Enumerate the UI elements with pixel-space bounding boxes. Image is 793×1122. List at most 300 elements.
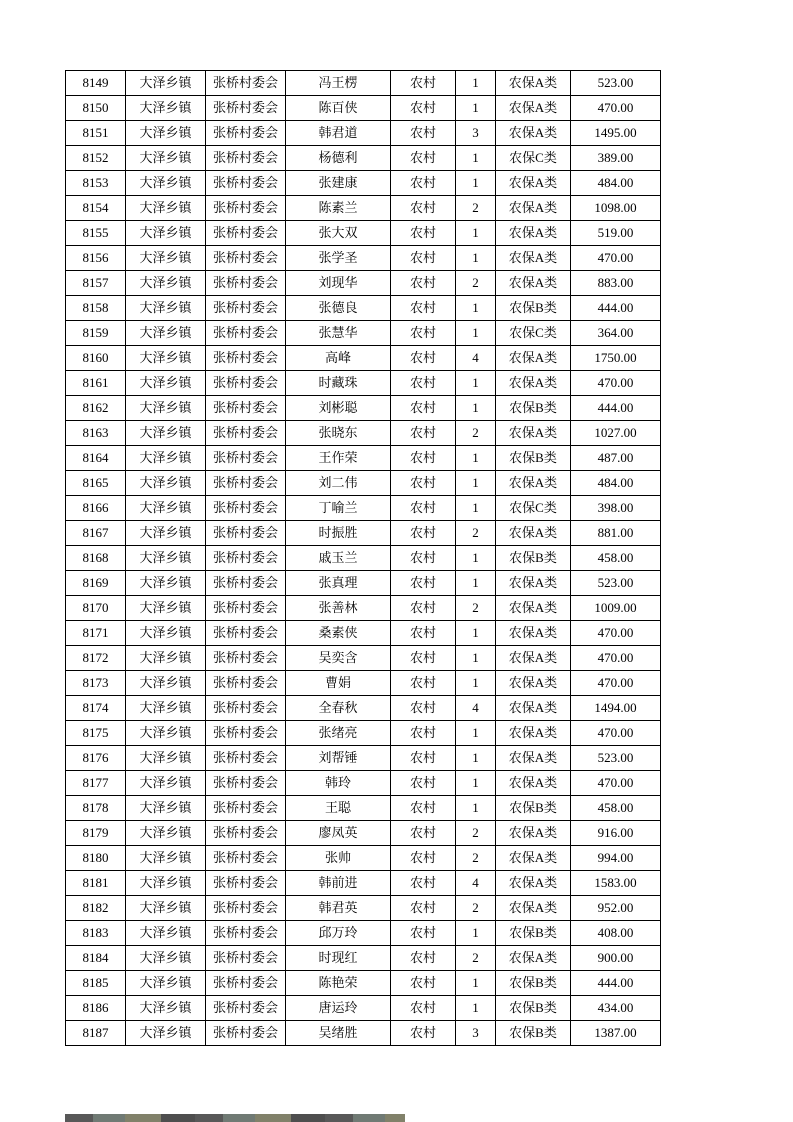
cell-name: 全春秋 [286, 696, 391, 721]
cell-name: 杨德利 [286, 146, 391, 171]
table-row [66, 446, 661, 471]
cell-amount: 444.00 [571, 296, 661, 321]
cell-amount: 1027.00 [571, 421, 661, 446]
cell-residence: 农村 [391, 546, 456, 571]
cell-id: 8153 [66, 171, 126, 196]
cell-id: 8170 [66, 596, 126, 621]
cell-amount: 1387.00 [571, 1021, 661, 1046]
cell-count: 1 [456, 721, 496, 746]
cell-id: 8174 [66, 696, 126, 721]
table-row [66, 571, 661, 596]
cell-count: 1 [456, 446, 496, 471]
cell-amount: 519.00 [571, 221, 661, 246]
cell-amount: 470.00 [571, 246, 661, 271]
table-row [66, 846, 661, 871]
cell-residence: 农村 [391, 671, 456, 696]
cell-id: 8160 [66, 346, 126, 371]
table-row [66, 971, 661, 996]
cell-town: 大泽乡镇 [126, 196, 206, 221]
cell-count: 1 [456, 96, 496, 121]
cell-count: 1 [456, 746, 496, 771]
cell-residence: 农村 [391, 446, 456, 471]
cell-category: 农保A类 [496, 271, 571, 296]
cell-category: 农保B类 [496, 1021, 571, 1046]
cell-category: 农保A类 [496, 646, 571, 671]
cell-residence: 农村 [391, 621, 456, 646]
cell-amount: 458.00 [571, 546, 661, 571]
cell-category: 农保C类 [496, 496, 571, 521]
cell-name: 陈艳荣 [286, 971, 391, 996]
cell-id: 8150 [66, 96, 126, 121]
cell-amount: 900.00 [571, 946, 661, 971]
cell-village: 张桥村委会 [206, 846, 286, 871]
cell-count: 4 [456, 346, 496, 371]
cell-village: 张桥村委会 [206, 871, 286, 896]
cell-village: 张桥村委会 [206, 496, 286, 521]
cell-count: 1 [456, 171, 496, 196]
cell-category: 农保A类 [496, 721, 571, 746]
table-row [66, 221, 661, 246]
table-row [66, 621, 661, 646]
cell-count: 1 [456, 921, 496, 946]
cell-name: 刘现华 [286, 271, 391, 296]
cell-town: 大泽乡镇 [126, 346, 206, 371]
cell-amount: 916.00 [571, 821, 661, 846]
table-row [66, 496, 661, 521]
cell-id: 8182 [66, 896, 126, 921]
cell-amount: 523.00 [571, 746, 661, 771]
cell-village: 张桥村委会 [206, 621, 286, 646]
cell-town: 大泽乡镇 [126, 121, 206, 146]
cell-residence: 农村 [391, 271, 456, 296]
table-row [66, 96, 661, 121]
cell-id: 8178 [66, 796, 126, 821]
cell-amount: 470.00 [571, 371, 661, 396]
cell-name: 韩君道 [286, 121, 391, 146]
cell-id: 8162 [66, 396, 126, 421]
cell-town: 大泽乡镇 [126, 796, 206, 821]
benefits-table [65, 70, 661, 1046]
cell-residence: 农村 [391, 371, 456, 396]
cell-town: 大泽乡镇 [126, 646, 206, 671]
cell-village: 张桥村委会 [206, 346, 286, 371]
cell-town: 大泽乡镇 [126, 1021, 206, 1046]
cell-id: 8157 [66, 271, 126, 296]
cell-residence: 农村 [391, 221, 456, 246]
cell-name: 戚玉兰 [286, 546, 391, 571]
cell-count: 1 [456, 796, 496, 821]
cell-id: 8151 [66, 121, 126, 146]
table-row [66, 371, 661, 396]
cell-town: 大泽乡镇 [126, 396, 206, 421]
cell-residence: 农村 [391, 996, 456, 1021]
cell-name: 张帅 [286, 846, 391, 871]
cell-category: 农保A类 [496, 746, 571, 771]
cell-amount: 470.00 [571, 646, 661, 671]
cell-id: 8168 [66, 546, 126, 571]
cell-amount: 484.00 [571, 471, 661, 496]
cell-town: 大泽乡镇 [126, 371, 206, 396]
cell-category: 农保A类 [496, 871, 571, 896]
table-row [66, 796, 661, 821]
cell-count: 1 [456, 471, 496, 496]
cell-count: 2 [456, 821, 496, 846]
cell-village: 张桥村委会 [206, 771, 286, 796]
table-row [66, 421, 661, 446]
cell-count: 4 [456, 696, 496, 721]
cell-count: 2 [456, 271, 496, 296]
cell-count: 1 [456, 771, 496, 796]
cell-category: 农保A类 [496, 571, 571, 596]
cell-residence: 农村 [391, 771, 456, 796]
cell-amount: 470.00 [571, 721, 661, 746]
cell-count: 1 [456, 496, 496, 521]
cell-village: 张桥村委会 [206, 696, 286, 721]
cell-count: 1 [456, 621, 496, 646]
cell-residence: 农村 [391, 421, 456, 446]
cell-count: 1 [456, 546, 496, 571]
cell-town: 大泽乡镇 [126, 221, 206, 246]
cell-town: 大泽乡镇 [126, 596, 206, 621]
table-body [66, 71, 661, 1046]
cell-village: 张桥村委会 [206, 646, 286, 671]
cell-village: 张桥村委会 [206, 921, 286, 946]
cell-category: 农保A类 [496, 196, 571, 221]
cell-amount: 364.00 [571, 321, 661, 346]
cell-name: 张善林 [286, 596, 391, 621]
cell-residence: 农村 [391, 521, 456, 546]
cell-category: 农保A类 [496, 596, 571, 621]
table-row [66, 771, 661, 796]
cell-id: 8156 [66, 246, 126, 271]
cell-amount: 1583.00 [571, 871, 661, 896]
cell-amount: 470.00 [571, 771, 661, 796]
cell-village: 张桥村委会 [206, 996, 286, 1021]
cell-village: 张桥村委会 [206, 821, 286, 846]
cell-name: 曹娟 [286, 671, 391, 696]
cell-residence: 农村 [391, 571, 456, 596]
cell-village: 张桥村委会 [206, 246, 286, 271]
cell-count: 1 [456, 321, 496, 346]
cell-name: 张绪亮 [286, 721, 391, 746]
cell-category: 农保A类 [496, 821, 571, 846]
cell-name: 张大双 [286, 221, 391, 246]
table-row [66, 896, 661, 921]
cell-village: 张桥村委会 [206, 421, 286, 446]
cell-village: 张桥村委会 [206, 546, 286, 571]
cell-amount: 1495.00 [571, 121, 661, 146]
cell-town: 大泽乡镇 [126, 571, 206, 596]
cell-category: 农保C类 [496, 321, 571, 346]
cell-residence: 农村 [391, 946, 456, 971]
cell-count: 1 [456, 246, 496, 271]
cell-id: 8177 [66, 771, 126, 796]
cell-count: 1 [456, 671, 496, 696]
cell-amount: 1494.00 [571, 696, 661, 721]
cell-village: 张桥村委会 [206, 446, 286, 471]
cell-id: 8187 [66, 1021, 126, 1046]
cell-name: 张慧华 [286, 321, 391, 346]
cell-town: 大泽乡镇 [126, 746, 206, 771]
cell-category: 农保B类 [496, 546, 571, 571]
cell-count: 1 [456, 371, 496, 396]
cell-town: 大泽乡镇 [126, 946, 206, 971]
cell-id: 8175 [66, 721, 126, 746]
cell-residence: 农村 [391, 696, 456, 721]
cell-count: 1 [456, 996, 496, 1021]
cell-id: 8172 [66, 646, 126, 671]
cell-residence: 农村 [391, 971, 456, 996]
cell-village: 张桥村委会 [206, 321, 286, 346]
cell-count: 1 [456, 296, 496, 321]
cell-category: 农保A类 [496, 421, 571, 446]
cell-amount: 434.00 [571, 996, 661, 1021]
cell-category: 农保A类 [496, 171, 571, 196]
cell-town: 大泽乡镇 [126, 971, 206, 996]
cell-village: 张桥村委会 [206, 571, 286, 596]
cell-name: 邱万玲 [286, 921, 391, 946]
cell-name: 吴绪胜 [286, 1021, 391, 1046]
cell-id: 8176 [66, 746, 126, 771]
cell-town: 大泽乡镇 [126, 321, 206, 346]
cell-count: 1 [456, 71, 496, 96]
cell-id: 8161 [66, 371, 126, 396]
cell-name: 张建康 [286, 171, 391, 196]
cell-residence: 农村 [391, 796, 456, 821]
cell-id: 8166 [66, 496, 126, 521]
cell-village: 张桥村委会 [206, 521, 286, 546]
cell-category: 农保A类 [496, 221, 571, 246]
cell-town: 大泽乡镇 [126, 171, 206, 196]
cell-category: 农保A类 [496, 71, 571, 96]
cell-category: 农保B类 [496, 971, 571, 996]
cell-name: 时藏珠 [286, 371, 391, 396]
cell-village: 张桥村委会 [206, 721, 286, 746]
cell-name: 陈素兰 [286, 196, 391, 221]
cell-category: 农保A类 [496, 946, 571, 971]
cell-residence: 农村 [391, 1021, 456, 1046]
cell-id: 8164 [66, 446, 126, 471]
cell-category: 农保B类 [496, 296, 571, 321]
cell-category: 农保B类 [496, 796, 571, 821]
cell-residence: 农村 [391, 171, 456, 196]
cell-name: 韩前进 [286, 871, 391, 896]
cell-amount: 408.00 [571, 921, 661, 946]
cell-id: 8159 [66, 321, 126, 346]
cell-amount: 389.00 [571, 146, 661, 171]
cell-count: 2 [456, 196, 496, 221]
cell-count: 2 [456, 421, 496, 446]
cell-amount: 444.00 [571, 971, 661, 996]
cell-amount: 398.00 [571, 496, 661, 521]
cell-residence: 农村 [391, 746, 456, 771]
cell-amount: 484.00 [571, 171, 661, 196]
cell-id: 8180 [66, 846, 126, 871]
cell-count: 1 [456, 396, 496, 421]
cell-residence: 农村 [391, 346, 456, 371]
cell-amount: 487.00 [571, 446, 661, 471]
cell-name: 冯王楞 [286, 71, 391, 96]
table-row [66, 71, 661, 96]
cell-id: 8185 [66, 971, 126, 996]
cell-residence: 农村 [391, 246, 456, 271]
cell-residence: 农村 [391, 196, 456, 221]
cell-town: 大泽乡镇 [126, 871, 206, 896]
cell-village: 张桥村委会 [206, 946, 286, 971]
table-row [66, 871, 661, 896]
cell-village: 张桥村委会 [206, 1021, 286, 1046]
cell-id: 8154 [66, 196, 126, 221]
cell-town: 大泽乡镇 [126, 696, 206, 721]
cell-town: 大泽乡镇 [126, 496, 206, 521]
cell-count: 2 [456, 521, 496, 546]
cell-name: 张晓东 [286, 421, 391, 446]
cell-village: 张桥村委会 [206, 596, 286, 621]
cell-count: 4 [456, 871, 496, 896]
cell-category: 农保A类 [496, 621, 571, 646]
cell-count: 3 [456, 121, 496, 146]
cell-village: 张桥村委会 [206, 146, 286, 171]
cell-village: 张桥村委会 [206, 971, 286, 996]
cell-name: 高峰 [286, 346, 391, 371]
cell-amount: 1098.00 [571, 196, 661, 221]
cell-category: 农保A类 [496, 521, 571, 546]
table-row [66, 996, 661, 1021]
cell-id: 8171 [66, 621, 126, 646]
cell-town: 大泽乡镇 [126, 421, 206, 446]
cell-village: 张桥村委会 [206, 221, 286, 246]
cell-name: 刘彬聪 [286, 396, 391, 421]
cell-count: 1 [456, 646, 496, 671]
cell-id: 8181 [66, 871, 126, 896]
table-row [66, 396, 661, 421]
cell-amount: 881.00 [571, 521, 661, 546]
cell-name: 张真理 [286, 571, 391, 596]
cell-town: 大泽乡镇 [126, 271, 206, 296]
table-row [66, 346, 661, 371]
cell-id: 8163 [66, 421, 126, 446]
cell-village: 张桥村委会 [206, 671, 286, 696]
table-row [66, 821, 661, 846]
cell-town: 大泽乡镇 [126, 821, 206, 846]
cell-id: 8167 [66, 521, 126, 546]
table-row [66, 321, 661, 346]
cell-category: 农保A类 [496, 371, 571, 396]
cell-village: 张桥村委会 [206, 171, 286, 196]
cell-residence: 农村 [391, 396, 456, 421]
cell-name: 桑素侠 [286, 621, 391, 646]
cell-village: 张桥村委会 [206, 121, 286, 146]
cell-town: 大泽乡镇 [126, 546, 206, 571]
cell-residence: 农村 [391, 321, 456, 346]
cell-count: 2 [456, 596, 496, 621]
cell-id: 8152 [66, 146, 126, 171]
cell-id: 8173 [66, 671, 126, 696]
cell-amount: 952.00 [571, 896, 661, 921]
cell-village: 张桥村委会 [206, 96, 286, 121]
cell-residence: 农村 [391, 296, 456, 321]
cell-amount: 458.00 [571, 796, 661, 821]
cell-name: 陈百侠 [286, 96, 391, 121]
cell-amount: 470.00 [571, 621, 661, 646]
cell-residence: 农村 [391, 121, 456, 146]
cell-village: 张桥村委会 [206, 396, 286, 421]
cell-id: 8184 [66, 946, 126, 971]
bottom-edge-artifact [65, 1114, 405, 1122]
cell-residence: 农村 [391, 471, 456, 496]
cell-category: 农保B类 [496, 996, 571, 1021]
cell-category: 农保A类 [496, 346, 571, 371]
cell-amount: 883.00 [571, 271, 661, 296]
cell-village: 张桥村委会 [206, 471, 286, 496]
cell-name: 刘二伟 [286, 471, 391, 496]
cell-amount: 523.00 [571, 571, 661, 596]
cell-amount: 1750.00 [571, 346, 661, 371]
cell-residence: 农村 [391, 596, 456, 621]
cell-town: 大泽乡镇 [126, 521, 206, 546]
cell-residence: 农村 [391, 146, 456, 171]
cell-name: 吴奕含 [286, 646, 391, 671]
cell-category: 农保A类 [496, 246, 571, 271]
table-row [66, 196, 661, 221]
cell-name: 刘帮锤 [286, 746, 391, 771]
cell-village: 张桥村委会 [206, 71, 286, 96]
cell-name: 时现红 [286, 946, 391, 971]
table-row [66, 646, 661, 671]
cell-village: 张桥村委会 [206, 896, 286, 921]
cell-village: 张桥村委会 [206, 271, 286, 296]
cell-town: 大泽乡镇 [126, 471, 206, 496]
table-row [66, 271, 661, 296]
cell-town: 大泽乡镇 [126, 996, 206, 1021]
cell-count: 1 [456, 571, 496, 596]
cell-town: 大泽乡镇 [126, 296, 206, 321]
cell-count: 1 [456, 221, 496, 246]
cell-name: 王聪 [286, 796, 391, 821]
cell-category: 农保A类 [496, 671, 571, 696]
cell-count: 2 [456, 946, 496, 971]
cell-town: 大泽乡镇 [126, 246, 206, 271]
cell-town: 大泽乡镇 [126, 621, 206, 646]
table-row [66, 671, 661, 696]
cell-village: 张桥村委会 [206, 371, 286, 396]
cell-id: 8158 [66, 296, 126, 321]
cell-id: 8149 [66, 71, 126, 96]
cell-amount: 994.00 [571, 846, 661, 871]
cell-name: 时振胜 [286, 521, 391, 546]
table-row [66, 121, 661, 146]
cell-category: 农保B类 [496, 446, 571, 471]
cell-amount: 470.00 [571, 671, 661, 696]
cell-residence: 农村 [391, 871, 456, 896]
cell-residence: 农村 [391, 921, 456, 946]
cell-name: 韩玲 [286, 771, 391, 796]
cell-count: 3 [456, 1021, 496, 1046]
cell-village: 张桥村委会 [206, 296, 286, 321]
cell-count: 2 [456, 896, 496, 921]
cell-name: 王作荣 [286, 446, 391, 471]
cell-category: 农保A类 [496, 846, 571, 871]
cell-town: 大泽乡镇 [126, 146, 206, 171]
table-row [66, 596, 661, 621]
cell-count: 2 [456, 846, 496, 871]
cell-village: 张桥村委会 [206, 796, 286, 821]
cell-residence: 农村 [391, 821, 456, 846]
cell-category: 农保C类 [496, 146, 571, 171]
cell-residence: 农村 [391, 96, 456, 121]
cell-town: 大泽乡镇 [126, 721, 206, 746]
table-row [66, 521, 661, 546]
